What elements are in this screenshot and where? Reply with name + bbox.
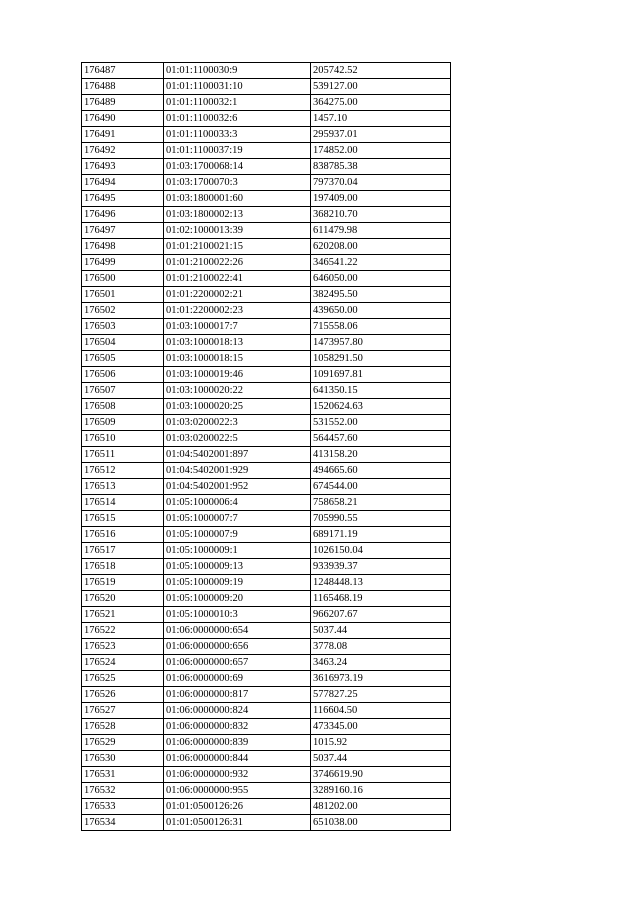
amount-cell: 966207.67 — [311, 607, 451, 623]
cadastral-number-cell: 01:06:0000000:932 — [164, 767, 311, 783]
cadastral-number-cell: 01:01:2200002:23 — [164, 303, 311, 319]
row-id-cell: 176518 — [82, 559, 164, 575]
row-id-cell: 176494 — [82, 175, 164, 191]
cadastral-number-cell: 01:02:1000013:39 — [164, 223, 311, 239]
row-id-cell: 176527 — [82, 703, 164, 719]
amount-cell: 620208.00 — [311, 239, 451, 255]
amount-cell: 174852.00 — [311, 143, 451, 159]
cadastral-number-cell: 01:05:1000006:4 — [164, 495, 311, 511]
cadastral-number-cell: 01:03:1000018:13 — [164, 335, 311, 351]
cadastral-number-cell: 01:01:2100022:41 — [164, 271, 311, 287]
table-row — [82, 671, 451, 687]
row-id-cell: 176524 — [82, 655, 164, 671]
table-row — [82, 607, 451, 623]
amount-cell: 705990.55 — [311, 511, 451, 527]
cadastral-number-cell: 01:03:1000017:7 — [164, 319, 311, 335]
amount-cell: 3289160.16 — [311, 783, 451, 799]
cadastral-number-cell: 01:03:1000020:22 — [164, 383, 311, 399]
amount-cell: 364275.00 — [311, 95, 451, 111]
amount-cell: 1520624.63 — [311, 399, 451, 415]
table-row — [82, 207, 451, 223]
row-id-cell: 176514 — [82, 495, 164, 511]
row-id-cell: 176487 — [82, 63, 164, 79]
amount-cell: 1015.92 — [311, 735, 451, 751]
amount-cell: 3616973.19 — [311, 671, 451, 687]
cadastral-number-cell: 01:01:2100022:26 — [164, 255, 311, 271]
table-row — [82, 399, 451, 415]
amount-cell: 758658.21 — [311, 495, 451, 511]
cadastral-number-cell: 01:01:1100033:3 — [164, 127, 311, 143]
row-id-cell: 176528 — [82, 719, 164, 735]
table-row — [82, 543, 451, 559]
cadastral-number-cell: 01:01:0500126:31 — [164, 815, 311, 831]
row-id-cell: 176519 — [82, 575, 164, 591]
amount-cell: 116604.50 — [311, 703, 451, 719]
table-row — [82, 175, 451, 191]
cadastral-number-cell: 01:06:0000000:824 — [164, 703, 311, 719]
amount-cell: 641350.15 — [311, 383, 451, 399]
cadastral-number-cell: 01:05:1000009:13 — [164, 559, 311, 575]
row-id-cell: 176508 — [82, 399, 164, 415]
cadastral-number-cell: 01:06:0000000:657 — [164, 655, 311, 671]
table-body — [82, 63, 451, 831]
row-id-cell: 176513 — [82, 479, 164, 495]
amount-cell: 1091697.81 — [311, 367, 451, 383]
amount-cell: 382495.50 — [311, 287, 451, 303]
cadastral-number-cell: 01:01:1100030:9 — [164, 63, 311, 79]
cadastral-number-cell: 01:05:1000009:19 — [164, 575, 311, 591]
row-id-cell: 176525 — [82, 671, 164, 687]
row-id-cell: 176495 — [82, 191, 164, 207]
cadastral-number-cell: 01:01:2200002:21 — [164, 287, 311, 303]
row-id-cell: 176505 — [82, 351, 164, 367]
row-id-cell: 176493 — [82, 159, 164, 175]
cadastral-number-cell: 01:05:1000009:1 — [164, 543, 311, 559]
cadastral-number-cell: 01:05:1000007:7 — [164, 511, 311, 527]
table-row — [82, 719, 451, 735]
row-id-cell: 176504 — [82, 335, 164, 351]
table-row — [82, 815, 451, 831]
amount-cell: 3463.24 — [311, 655, 451, 671]
cadastral-number-cell: 01:06:0000000:69 — [164, 671, 311, 687]
amount-cell: 413158.20 — [311, 447, 451, 463]
row-id-cell: 176507 — [82, 383, 164, 399]
amount-cell: 1026150.04 — [311, 543, 451, 559]
amount-cell: 295937.01 — [311, 127, 451, 143]
table-row — [82, 367, 451, 383]
row-id-cell: 176511 — [82, 447, 164, 463]
cadastral-number-cell: 01:03:1700070:3 — [164, 175, 311, 191]
row-id-cell: 176497 — [82, 223, 164, 239]
row-id-cell: 176526 — [82, 687, 164, 703]
row-id-cell: 176533 — [82, 799, 164, 815]
table-row — [82, 351, 451, 367]
table-row — [82, 479, 451, 495]
amount-cell: 577827.25 — [311, 687, 451, 703]
table-row — [82, 159, 451, 175]
table-row — [82, 751, 451, 767]
amount-cell: 197409.00 — [311, 191, 451, 207]
amount-cell: 797370.04 — [311, 175, 451, 191]
row-id-cell: 176515 — [82, 511, 164, 527]
table-row — [82, 431, 451, 447]
row-id-cell: 176529 — [82, 735, 164, 751]
table-row — [82, 447, 451, 463]
row-id-cell: 176500 — [82, 271, 164, 287]
amount-cell: 368210.70 — [311, 207, 451, 223]
cadastral-number-cell: 01:03:1800002:13 — [164, 207, 311, 223]
row-id-cell: 176490 — [82, 111, 164, 127]
data-table — [81, 62, 451, 831]
cadastral-number-cell: 01:01:1100032:1 — [164, 95, 311, 111]
amount-cell: 1248448.13 — [311, 575, 451, 591]
row-id-cell: 176506 — [82, 367, 164, 383]
table-row — [82, 127, 451, 143]
amount-cell: 346541.22 — [311, 255, 451, 271]
table-row — [82, 575, 451, 591]
amount-cell: 689171.19 — [311, 527, 451, 543]
amount-cell: 651038.00 — [311, 815, 451, 831]
cadastral-number-cell: 01:03:0200022:5 — [164, 431, 311, 447]
amount-cell: 838785.38 — [311, 159, 451, 175]
table-row — [82, 591, 451, 607]
cadastral-number-cell: 01:04:5402001:929 — [164, 463, 311, 479]
table-row — [82, 783, 451, 799]
cadastral-number-cell: 01:03:1000020:25 — [164, 399, 311, 415]
amount-cell: 481202.00 — [311, 799, 451, 815]
amount-cell: 564457.60 — [311, 431, 451, 447]
table-row — [82, 687, 451, 703]
table-row — [82, 223, 451, 239]
row-id-cell: 176517 — [82, 543, 164, 559]
cadastral-number-cell: 01:03:1000018:15 — [164, 351, 311, 367]
cadastral-number-cell: 01:06:0000000:832 — [164, 719, 311, 735]
amount-cell: 1457.10 — [311, 111, 451, 127]
amount-cell: 539127.00 — [311, 79, 451, 95]
row-id-cell: 176488 — [82, 79, 164, 95]
table-row — [82, 623, 451, 639]
table-row — [82, 255, 451, 271]
table-row — [82, 95, 451, 111]
row-id-cell: 176503 — [82, 319, 164, 335]
table-row — [82, 239, 451, 255]
row-id-cell: 176532 — [82, 783, 164, 799]
table-row — [82, 767, 451, 783]
cadastral-number-cell: 01:01:1100031:10 — [164, 79, 311, 95]
cadastral-number-cell: 01:03:1800001:60 — [164, 191, 311, 207]
row-id-cell: 176523 — [82, 639, 164, 655]
amount-cell: 531552.00 — [311, 415, 451, 431]
cadastral-number-cell: 01:03:1000019:46 — [164, 367, 311, 383]
row-id-cell: 176520 — [82, 591, 164, 607]
row-id-cell: 176496 — [82, 207, 164, 223]
table-row — [82, 799, 451, 815]
cadastral-number-cell: 01:04:5402001:897 — [164, 447, 311, 463]
table-row — [82, 143, 451, 159]
amount-cell: 674544.00 — [311, 479, 451, 495]
table-row — [82, 63, 451, 79]
cadastral-number-cell: 01:06:0000000:844 — [164, 751, 311, 767]
amount-cell: 933939.37 — [311, 559, 451, 575]
cadastral-number-cell: 01:06:0000000:656 — [164, 639, 311, 655]
table-row — [82, 735, 451, 751]
cadastral-number-cell: 01:06:0000000:839 — [164, 735, 311, 751]
amount-cell: 473345.00 — [311, 719, 451, 735]
amount-cell: 646050.00 — [311, 271, 451, 287]
amount-cell: 5037.44 — [311, 751, 451, 767]
row-id-cell: 176498 — [82, 239, 164, 255]
table-row — [82, 415, 451, 431]
amount-cell: 1058291.50 — [311, 351, 451, 367]
row-id-cell: 176534 — [82, 815, 164, 831]
table-row — [82, 319, 451, 335]
cadastral-number-cell: 01:01:0500126:26 — [164, 799, 311, 815]
row-id-cell: 176512 — [82, 463, 164, 479]
amount-cell: 1165468.19 — [311, 591, 451, 607]
amount-cell: 715558.06 — [311, 319, 451, 335]
table-row — [82, 287, 451, 303]
amount-cell: 611479.98 — [311, 223, 451, 239]
cadastral-number-cell: 01:04:5402001:952 — [164, 479, 311, 495]
cadastral-number-cell: 01:06:0000000:817 — [164, 687, 311, 703]
amount-cell: 5037.44 — [311, 623, 451, 639]
row-id-cell: 176501 — [82, 287, 164, 303]
cadastral-number-cell: 01:01:2100021:15 — [164, 239, 311, 255]
amount-cell: 494665.60 — [311, 463, 451, 479]
cadastral-number-cell: 01:05:1000007:9 — [164, 527, 311, 543]
amount-cell: 1473957.80 — [311, 335, 451, 351]
row-id-cell: 176492 — [82, 143, 164, 159]
row-id-cell: 176531 — [82, 767, 164, 783]
table-row — [82, 79, 451, 95]
row-id-cell: 176502 — [82, 303, 164, 319]
table-row — [82, 495, 451, 511]
row-id-cell: 176522 — [82, 623, 164, 639]
cadastral-number-cell: 01:03:0200022:3 — [164, 415, 311, 431]
row-id-cell: 176521 — [82, 607, 164, 623]
table-row — [82, 655, 451, 671]
amount-cell: 3778.08 — [311, 639, 451, 655]
row-id-cell: 176516 — [82, 527, 164, 543]
amount-cell: 3746619.90 — [311, 767, 451, 783]
table-row — [82, 383, 451, 399]
table-row — [82, 271, 451, 287]
cadastral-number-cell: 01:01:1100032:6 — [164, 111, 311, 127]
amount-cell: 439650.00 — [311, 303, 451, 319]
row-id-cell: 176530 — [82, 751, 164, 767]
table-row — [82, 463, 451, 479]
row-id-cell: 176489 — [82, 95, 164, 111]
table-row — [82, 111, 451, 127]
table-row — [82, 639, 451, 655]
spreadsheet-page — [81, 62, 451, 831]
cadastral-number-cell: 01:01:1100037:19 — [164, 143, 311, 159]
row-id-cell: 176491 — [82, 127, 164, 143]
table-row — [82, 191, 451, 207]
cadastral-number-cell: 01:03:1700068:14 — [164, 159, 311, 175]
cadastral-number-cell: 01:06:0000000:654 — [164, 623, 311, 639]
amount-cell: 205742.52 — [311, 63, 451, 79]
row-id-cell: 176499 — [82, 255, 164, 271]
row-id-cell: 176509 — [82, 415, 164, 431]
cadastral-number-cell: 01:05:1000010:3 — [164, 607, 311, 623]
table-row — [82, 559, 451, 575]
table-row — [82, 511, 451, 527]
table-row — [82, 527, 451, 543]
table-row — [82, 303, 451, 319]
cadastral-number-cell: 01:05:1000009:20 — [164, 591, 311, 607]
cadastral-number-cell: 01:06:0000000:955 — [164, 783, 311, 799]
table-row — [82, 335, 451, 351]
table-row — [82, 703, 451, 719]
row-id-cell: 176510 — [82, 431, 164, 447]
